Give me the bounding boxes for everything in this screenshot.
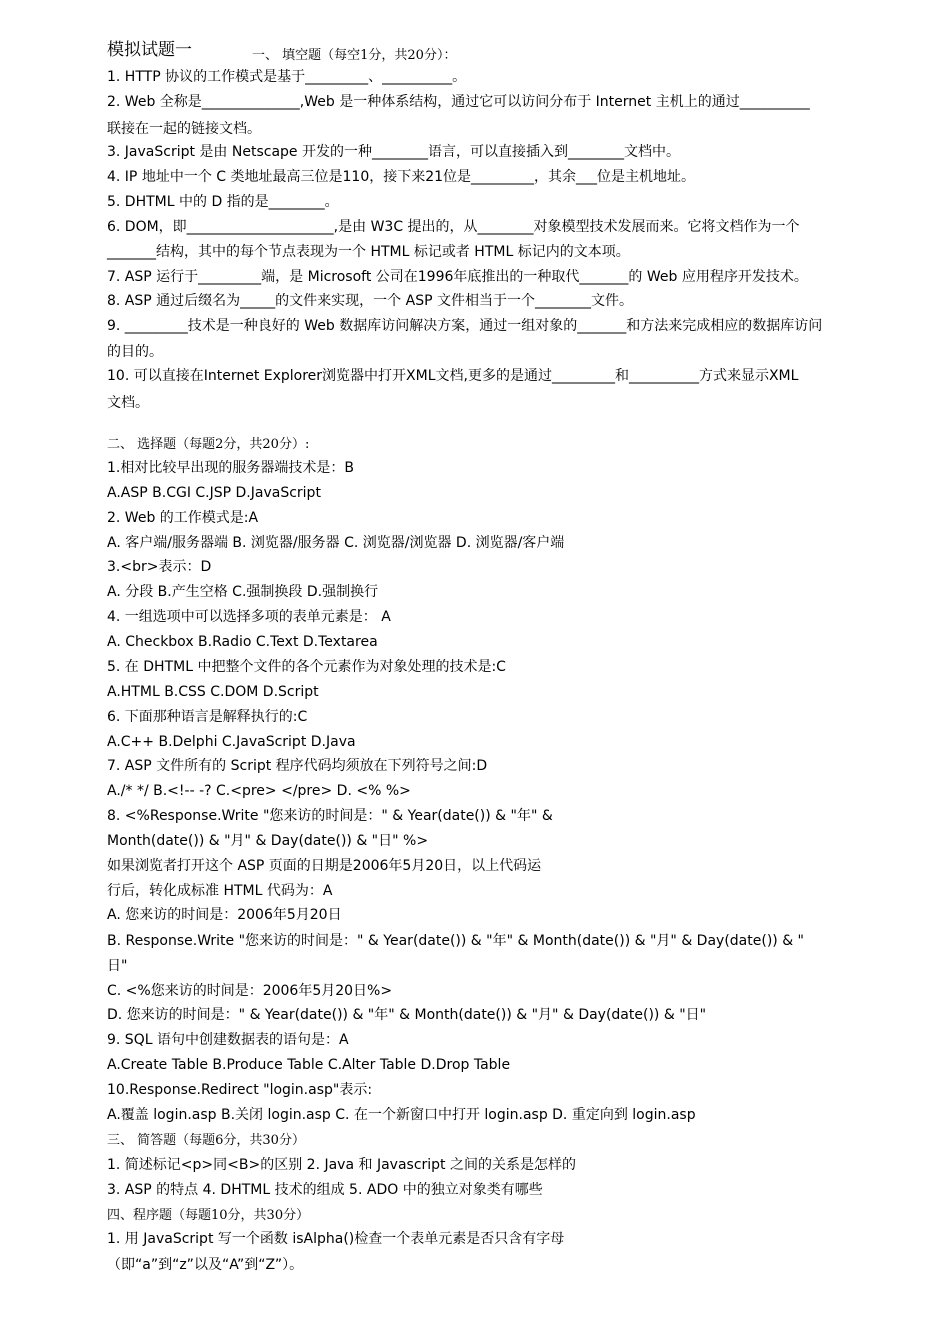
- question-line: 6. DOM，即_____________________,是由 W3C 提出的，从________对象模型技术发展而来。它将文档作为一个: [107, 219, 800, 235]
- option-line: D. 您来访的时间是：" & Year(date()) & "年" & Month(date()) & "月" & Day(date()) & "日": [107, 1007, 707, 1023]
- question-line: 行后，转化成标准 HTML 代码为：A: [107, 883, 333, 899]
- question-line: 7. ASP 运行于_________端，是 Microsoft 公司在1996年底推出的一种取代_______的 Web 应用程序开发技术。: [107, 269, 808, 285]
- question-line: 5. 在 DHTML 中把整个文件的各个元素作为对象处理的技术是:C: [107, 659, 506, 675]
- question-line: Month(date()) & "月" & Day(date()) & "日" %>: [107, 833, 429, 849]
- question-line: 4. 一组选项中可以选择多项的表单元素是： A: [107, 609, 391, 625]
- option-line: A. 客户端/服务器端 B. 浏览器/服务器 C. 浏览器/浏览器 D. 浏览器/客户端: [107, 535, 565, 551]
- question-line: 3. ASP 的特点 4. DHTML 技术的组成 5. ADO 中的独立对象类有哪些: [107, 1182, 543, 1198]
- option-line: 日": [107, 958, 128, 974]
- option-line: A.C++ B.Delphi C.JavaScript D.Java: [107, 734, 356, 750]
- section-heading-choice: 二、 选择题（每题2分，共20分）:: [107, 437, 310, 452]
- question-line: 8. ASP 通过后缀名为_____的文件来实现，一个 ASP 文件相当于一个________文件。: [107, 293, 633, 309]
- option-line: A. 您来访的时间是：2006年5月20日: [107, 907, 342, 923]
- question-line: 9. SQL 语句中创建数据表的语句是：A: [107, 1032, 349, 1048]
- option-line: A.覆盖 login.asp B.关闭 login.asp C. 在一个新窗口中打开 login.asp D. 重定向到 login.asp: [107, 1107, 696, 1123]
- question-line: 6. 下面那种语言是解释执行的:C: [107, 709, 308, 725]
- option-line: A./* */ B.<!-- -? C.<pre> </pre> D. <% %>: [107, 783, 411, 799]
- question-line: （即“a”到“z”以及“A”到“Z”）。: [107, 1257, 304, 1273]
- question-line: _______结构，其中的每个节点表现为一个 HTML 标记或者 HTML 标记内的文本项。: [107, 244, 630, 260]
- question-line: 7. ASP 文件所有的 Script 程序代码均须放在下列符号之间:D: [107, 758, 488, 774]
- question-line: 4. IP 地址中一个 C 类地址最高三位是110，接下来21位是_________，其余___位是主机地址。: [107, 169, 696, 185]
- option-line: A.ASP B.CGI C.JSP D.JavaScript: [107, 485, 321, 501]
- section-heading-fill-blank: 一、 填空题（每空1分，共20分）：: [252, 48, 457, 63]
- question-line: 1. 用 JavaScript 写一个函数 isAlpha()检查一个表单元素是否只含有字母: [107, 1231, 565, 1247]
- question-line: 3.<br>表示：D: [107, 559, 212, 575]
- question-line: 1.相对比较早出现的服务器端技术是：B: [107, 460, 354, 476]
- option-line: A.HTML B.CSS C.DOM D.Script: [107, 684, 319, 700]
- option-line: B. Response.Write "您来访的时间是：" & Year(date()) & "年" & Month(date()) & "月" & Day(date()) & ": [107, 933, 804, 949]
- section-heading-program: 四、程序题（每题10分，共30分）: [107, 1208, 310, 1223]
- option-line: A. Checkbox B.Radio C.Text D.Textarea: [107, 634, 378, 650]
- question-line: 的目的。: [107, 344, 163, 360]
- question-line: 2. Web 全称是______________,Web 是一种体系结构，通过它可以访问分布于 Internet 主机上的通过__________: [107, 94, 810, 110]
- question-line: 10. 可以直接在Internet Explorer浏览器中打开XML文档,更多的是通过_________和__________方式来显示XML: [107, 368, 799, 384]
- question-line: 3. JavaScript 是由 Netscape 开发的一种________语言，可以直接插入到________文档中。: [107, 144, 680, 160]
- section-heading-short-answer: 三、 简答题（每题6分，共30分）: [107, 1133, 305, 1148]
- document-title: 模拟试题一: [107, 40, 192, 60]
- question-line: 联接在一起的链接文档。: [107, 121, 261, 137]
- question-line: 如果浏览者打开这个 ASP 页面的日期是2006年5月20日，以上代码运: [107, 858, 542, 874]
- question-line: 1. HTTP 协议的工作模式是基于_________、__________。: [107, 69, 467, 85]
- question-line: 9. _________技术是一种良好的 Web 数据库访问解决方案，通过一组对象的_______和方法来完成相应的数据库访问: [107, 318, 823, 334]
- question-line: 1. 简述标记<p>同<B>的区别 2. Java 和 Javascript 之间的关系是怎样的: [107, 1157, 576, 1173]
- option-line: A. 分段 B.产生空格 C.强制换段 D.强制换行: [107, 584, 379, 600]
- question-line: 5. DHTML 中的 D 指的是________。: [107, 194, 339, 210]
- question-line: 8. <%Response.Write "您来访的时间是：" & Year(date()) & "年" &: [107, 808, 553, 824]
- question-line: 文档。: [107, 395, 149, 411]
- option-line: A.Create Table B.Produce Table C.Alter Table D.Drop Table: [107, 1057, 511, 1073]
- option-line: C. <%您来访的时间是：2006年5月20日%>: [107, 983, 393, 999]
- question-line: 2. Web 的工作模式是:A: [107, 510, 259, 526]
- question-line: 10.Response.Redirect "login.asp"表示:: [107, 1082, 373, 1098]
